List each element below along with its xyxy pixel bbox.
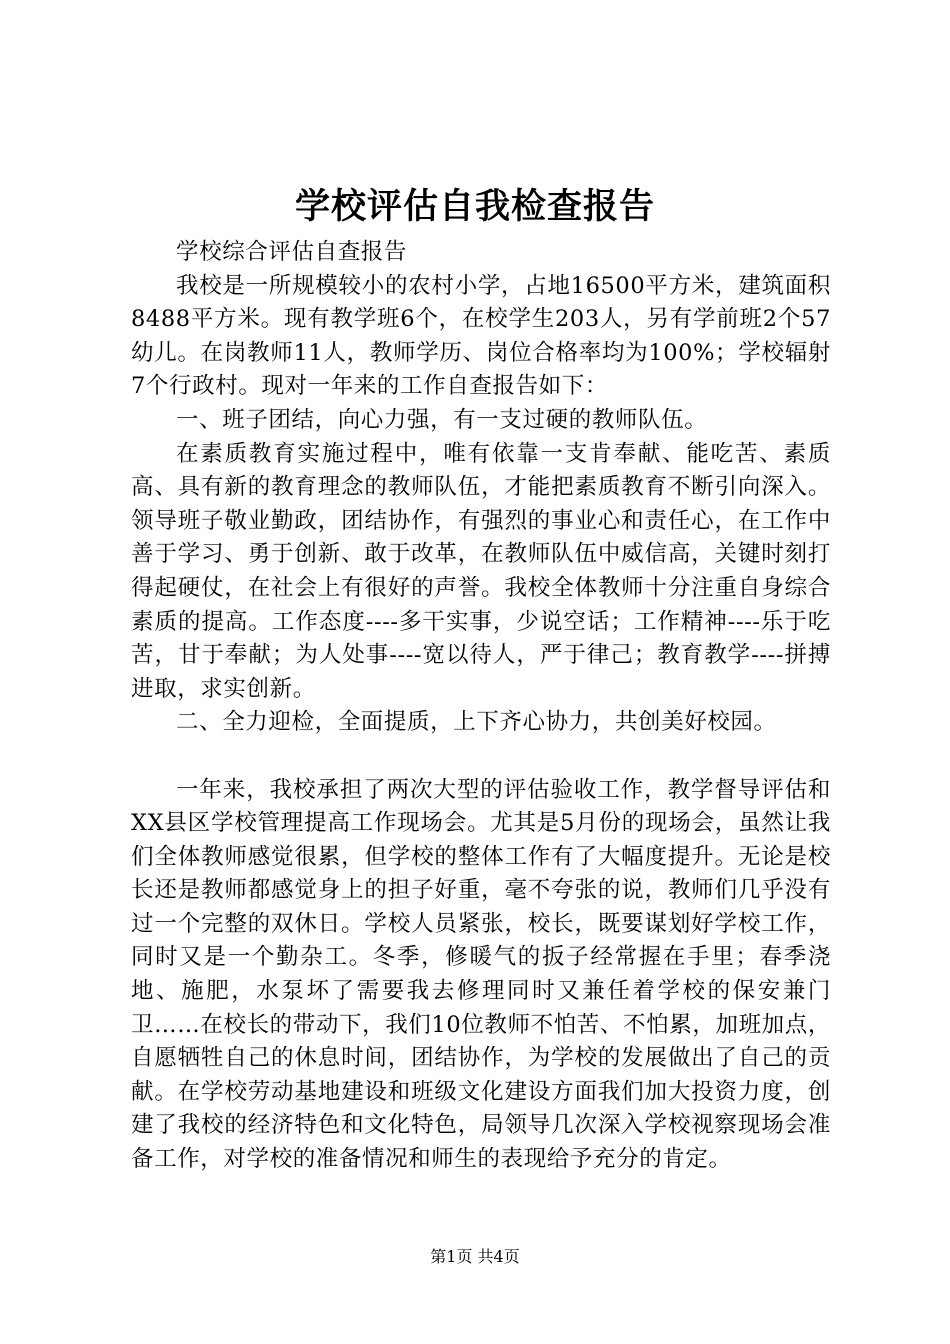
section-1-paragraph: 在素质教育实施过程中，唯有依靠一支肯奉献、能吃苦、素质高、具有新的教育理念的教师队伍，才能把素质教育不断引向深入。领导班子敬业勤政，团结协作，有强烈的事业心和责任心，在工作中善于学习、勇于创新、敢于改革，在教师队伍中威信高，关键时刻打得起硬仗，在社会上有很好的声誉。我校全体教师十分注重自身综合素质的提高。工作态度----多干实事，少说空话；工作精神----乐于吃苦，甘于奉献；为人处事----宽以待人，严于律己；教育教学----拼搏进取，求实创新。 xyxy=(131,440,831,702)
intro-paragraph: 我校是一所规模较小的农村小学，占地16500平方米，建筑面积8488平方米。现有教学班6个，在校学生203人，另有学前班2个57幼儿。在岗教师11人，教师学历、岗位合格率均为100%；学校辐射7个行政村。现对一年来的工作自查报告如下： xyxy=(131,272,831,400)
section-heading-2: 二、全力迎检，全面提质，上下齐心协力，共创美好校园。 xyxy=(176,709,777,736)
subtitle-paragraph: 学校综合评估自查报告 xyxy=(176,239,408,265)
document-body xyxy=(131,236,831,1177)
section-2-paragraph: 一年来，我校承担了两次大型的评估验收工作，教学督导评估和XX县区学校管理提高工作现场会。尤其是5月份的现场会，虽然让我们全体教师感觉很累，但学校的整体工作有了大幅度提升。无论是校长还是教师都感觉身上的担子好重，毫不夸张的说，教师们几乎没有过一个完整的双休日。学校人员紧张，校长，既要谋划好学校工作，同时又是一个勤杂工。冬季，修暖气的扳子经常握在手里；春季浇地、施肥，水泵坏了需要我去修理同时又兼任着学校的保安兼门卫……在校长的带动下，我们10位教师不怕苦、不怕累，加班加点，自愿牺牲自己的休息时间，团结协作，为学校的发展做出了自己的贡献。在学校劳动基地建设和班级文化建设方面我们加大投资力度，创建了我校的经济特色和文化特色，局领导几次深入学校视察现场会准备工作，对学校的准备情况和师生的表现给予充分的肯定。 xyxy=(131,776,831,1173)
document-title: 学校评估自我检查报告 xyxy=(294,186,655,227)
section-heading-1: 一、班子团结，向心力强，有一支过硬的教师队伍。 xyxy=(176,406,708,433)
page-footer: 第1页 共4页 xyxy=(430,1247,520,1266)
